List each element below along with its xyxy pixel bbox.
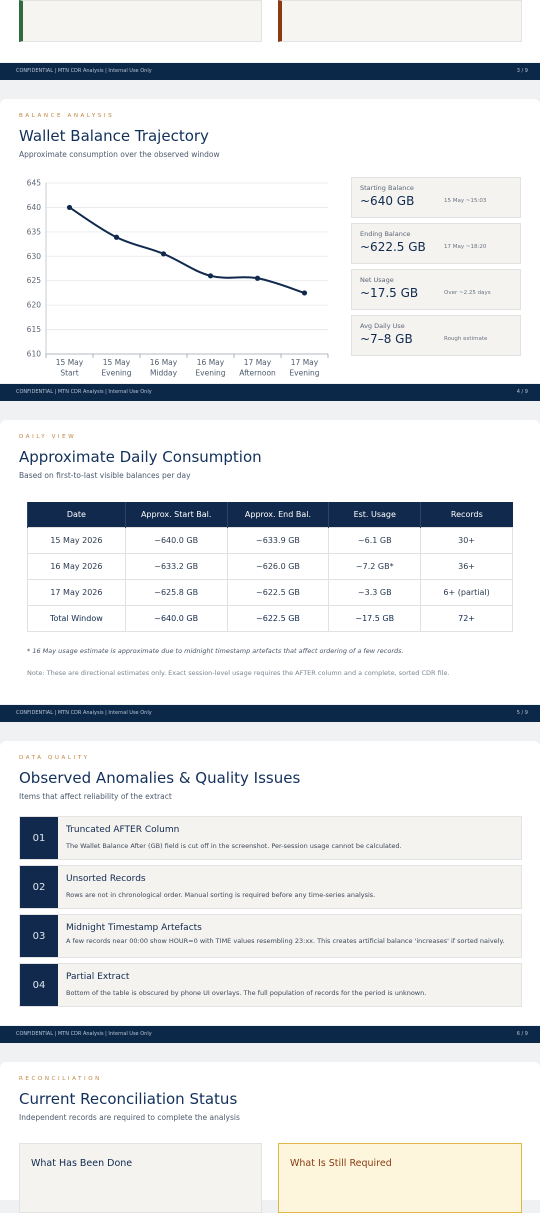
table-cell: ~6.1 GB [329,527,421,553]
stat-note: Rough estimate [444,336,488,342]
footer-label: CONFIDENTIAL | MTN CDR Analysis | Internal Use Only [16,1031,152,1037]
y-tick-label: 625 [26,276,41,286]
y-tick-label: 640 [26,202,41,212]
anomaly-card [19,914,522,958]
stat-note: Over ~2.25 days [444,290,491,296]
x-tick-label: 17 May [290,358,319,367]
data-point [255,276,260,281]
slide-title: Current Reconciliation Status [19,1090,238,1108]
y-tick-label: 630 [26,251,41,261]
footer [0,384,540,401]
column-header: Est. Usage [329,502,421,527]
anomaly-description: A few records near 00:00 show HOUR=0 with TIME values resembling 23:xx. This creates artificial balance 'increases' if sorted naively. [66,937,505,945]
stat-card [351,269,521,310]
table-row [28,553,513,579]
anomaly-number: 01 [20,817,58,859]
table-cell: ~17.5 GB [329,605,421,631]
anomaly-number: 03 [20,915,58,957]
anomaly-title: Unsorted Records [66,874,146,884]
data-point [114,235,119,240]
y-tick-label: 610 [26,349,41,359]
table-cell: Total Window [28,605,126,631]
anomaly-number: 04 [20,964,58,1006]
slide-subtitle: Independent records are required to complete the analysis [19,1113,240,1122]
table-cell: ~640.0 GB [125,527,227,553]
table-cell: 30+ [421,527,513,553]
eyebrow: RECONCILIATION [19,1076,102,1082]
stat-value: ~640 GB [360,194,415,208]
slide-3-remnant [0,0,540,62]
x-tick-label: 16 May [196,358,225,367]
x-tick-label: Evening [289,368,320,378]
anomaly-description: Bottom of the table is obscured by phone UI overlays. The full population of records for the period is unknown. [66,989,427,997]
slide-title: Approximate Daily Consumption [19,448,262,466]
stat-note: 15 May ~15:03 [444,198,487,204]
stat-label: Net Usage [360,276,394,284]
series-line [70,207,305,293]
stat-value: ~7–8 GB [360,332,413,346]
y-tick-label: 620 [26,300,41,310]
column-header: Date [28,502,126,527]
table-cell: 6+ (partial) [421,579,513,605]
slide-title: Wallet Balance Trajectory [19,127,209,145]
table-row [28,579,513,605]
slide-balance [0,99,540,383]
stat-card [351,315,521,356]
table-cell: 17 May 2026 [28,579,126,605]
stat-label: Ending Balance [360,230,411,238]
y-tick-label: 615 [26,325,41,335]
table-cell: ~640.0 GB [125,605,227,631]
stat-card [351,177,521,218]
anomaly-title: Truncated AFTER Column [66,825,180,835]
eyebrow: DATA QUALITY [19,755,90,761]
anomaly-number: 02 [20,866,58,908]
footer-label: CONFIDENTIAL | MTN CDR Analysis | Internal Use Only [16,389,152,395]
page-number: 4 / 9 [516,389,528,395]
eyebrow: DAILY VIEW [19,434,77,440]
table-cell: ~7.2 GB* [329,553,421,579]
footer [0,63,540,80]
table-row [28,527,513,553]
column-header: Approx. End Bal. [227,502,329,527]
table-cell: ~3.3 GB [329,579,421,605]
x-tick-label: 15 May [102,358,131,367]
x-tick-label: 17 May [243,358,272,367]
y-tick-label: 635 [26,227,41,237]
table-cell: ~622.5 GB [227,579,329,605]
stat-value: ~622.5 GB [360,240,426,254]
table-cell: 36+ [421,553,513,579]
column-header: Approx. Start Bal. [125,502,227,527]
slide-subtitle: Approximate consumption over the observed window [19,150,220,159]
y-tick-label: 645 [26,178,41,188]
table-footnote: * 16 May usage estimate is approximate due to midnight timestamp artefacts that affect ordering of a few records. [27,647,404,655]
table-cell: 15 May 2026 [28,527,126,553]
table-cell: ~625.8 GB [125,579,227,605]
table-cell: 72+ [421,605,513,631]
x-tick-label: Evening [195,368,226,378]
slide-title: Observed Anomalies & Quality Issues [19,769,301,787]
stat-card [351,223,521,264]
anomaly-card [19,816,522,860]
x-tick-label: Afternoon [239,368,276,378]
table-header-row [28,502,513,527]
x-tick-label: Midday [149,368,178,378]
page-number: 6 / 9 [516,1031,528,1037]
table-note: Note: These are directional estimates only. Exact session-level usage requires the AFTER column and a complete, sorted CDR file. [27,669,450,677]
required-card [278,1143,522,1213]
done-card-title: What Has Been Done [31,1158,133,1169]
table-cell: ~626.0 GB [227,553,329,579]
done-card [19,1143,262,1213]
anomaly-description: Rows are not in chronological order. Manual sorting is required before any time-series analysis. [66,891,376,899]
slide-quality [0,741,540,1025]
x-tick-label: Evening [101,368,132,378]
footer [0,705,540,722]
stat-label: Starting Balance [360,184,414,192]
anomaly-title: Partial Extract [66,972,130,982]
anomaly-card [19,963,522,1007]
remnant-card-left [19,0,262,42]
table-cell: ~622.5 GB [227,605,329,631]
eyebrow: BALANCE ANALYSIS [19,113,115,119]
balance-line-chart [10,175,340,378]
data-point [302,290,307,295]
table-total-row [28,605,513,631]
anomaly-title: Midnight Timestamp Artefacts [66,923,202,933]
daily-consumption-table [27,502,513,632]
anomaly-description: The Wallet Balance After (GB) field is cut off in the screenshot. Per-session usage cannot be calculated. [66,842,402,850]
data-point [67,205,72,210]
data-point [161,251,166,256]
slide-subtitle: Items that affect reliability of the extract [19,792,172,801]
slide-subtitle: Based on first-to-last visible balances per day [19,471,191,480]
page-number: 3 / 9 [516,68,528,74]
anomaly-card [19,865,522,909]
table-cell: 16 May 2026 [28,553,126,579]
table-cell: ~633.2 GB [125,553,227,579]
footer-label: CONFIDENTIAL | MTN CDR Analysis | Internal Use Only [16,68,152,74]
column-header: Records [421,502,513,527]
stat-value: ~17.5 GB [360,286,419,300]
table-cell: ~633.9 GB [227,527,329,553]
x-tick-label: 16 May [149,358,178,367]
stat-label: Avg Daily Use [360,322,405,330]
footer-label: CONFIDENTIAL | MTN CDR Analysis | Internal Use Only [16,710,152,716]
stat-note: 17 May ~18:20 [444,244,487,250]
data-point [208,273,213,278]
remnant-card-right [278,0,522,42]
required-card-title: What Is Still Required [290,1158,392,1169]
x-tick-label: Start [60,368,79,378]
x-tick-label: 15 May [55,358,84,367]
page-number: 5 / 9 [516,710,528,716]
footer [0,1026,540,1043]
